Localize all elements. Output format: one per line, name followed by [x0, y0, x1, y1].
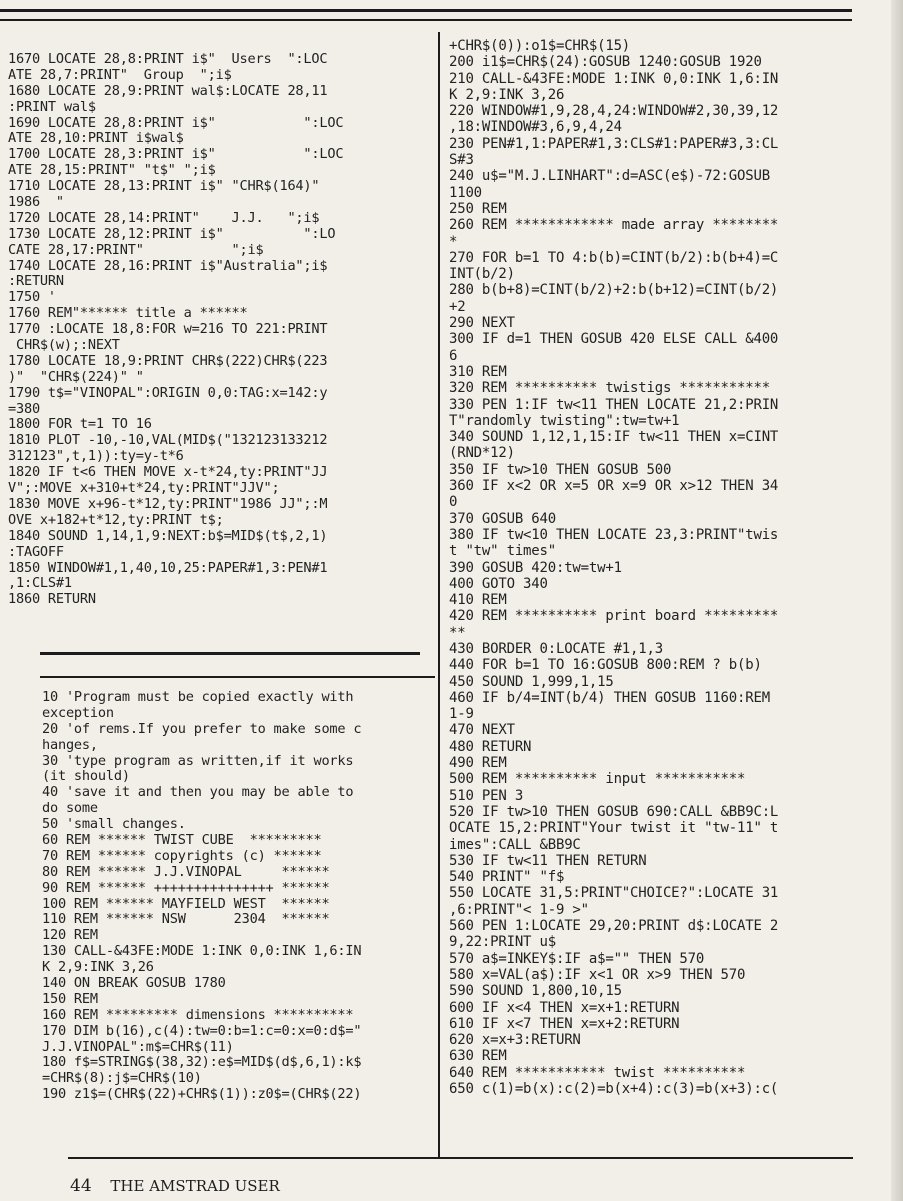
page-edge-shadow — [891, 0, 903, 1201]
column-divider — [438, 32, 440, 1157]
code-line: 500 REM ********** input *********** — [449, 771, 746, 788]
code-line: ** — [449, 624, 466, 641]
code-line: 280 b(b+8)=CINT(b/2)+2:b(b+12)=CINT(b/2) — [449, 282, 779, 299]
top-rule — [0, 9, 852, 12]
code-line: S#3 — [449, 152, 474, 169]
code-line: 290 NEXT — [449, 315, 515, 332]
code-line: 490 REM — [449, 755, 507, 772]
code-line: 350 IF tw>10 THEN GOSUB 500 — [449, 461, 672, 478]
code-line: 1800 FOR t=1 TO 16 — [8, 416, 152, 433]
code-line: 410 REM — [449, 592, 507, 609]
code-line: 590 SOUND 1,800,10,15 — [449, 983, 622, 1000]
code-line: 400 GOTO 340 — [449, 575, 548, 592]
code-line: t "tw" times" — [449, 543, 556, 560]
code-line: ,1:CLS#1 — [8, 575, 72, 592]
code-line: imes":CALL &BB9C — [449, 836, 581, 853]
code-line: 1810 PLOT -10,-10,VAL(MID$("132123133212 — [8, 432, 328, 449]
code-line: 530 IF tw<11 THEN RETURN — [449, 852, 647, 869]
left-section-rule-thin — [40, 676, 435, 678]
code-line: 312123",t,1)):ty=y-t*6 — [8, 448, 184, 465]
code-line: 650 c(1)=b(x):c(2)=b(x+4):c(3)=b(x+3):c( — [449, 1081, 779, 1097]
code-line: ,18:WINDOW#3,6,9,4,24 — [449, 119, 622, 136]
code-line: ATE 28,15:PRINT" "t$" ";i$ — [8, 162, 216, 179]
code-line: 620 x=x+3:RETURN — [449, 1032, 581, 1049]
code-line: 220 WINDOW#1,9,28,4,24:WINDOW#2,30,39,12 — [449, 103, 779, 120]
code-line: K 2,9:INK 3,26 — [449, 86, 565, 103]
code-line: 1830 MOVE x+96-t*12,ty:PRINT"1986 JJ";:M — [8, 495, 328, 512]
code-line: 360 IF x<2 OR x=5 OR x=9 OR x>12 THEN 34 — [449, 478, 779, 495]
top-rule-thin — [0, 19, 852, 21]
code-line: K 2,9:INK 3,26 — [42, 959, 154, 976]
code-line: 550 LOCATE 31,5:PRINT"CHOICE?":LOCATE 31 — [449, 885, 779, 902]
code-line: 1690 LOCATE 28,8:PRINT i$" ":LOC — [8, 114, 344, 131]
code-line: 80 REM ****** J.J.VINOPAL ****** — [42, 863, 330, 880]
code-line: 630 REM — [449, 1048, 507, 1065]
code-line: T"randomly twisting":tw=tw+1 — [449, 412, 680, 429]
code-line: )" "CHR$(224)" " — [8, 368, 144, 385]
code-line: 1860 RETURN — [8, 591, 96, 608]
code-line: 90 REM ****** +++++++++++++++ ****** — [42, 879, 330, 896]
code-line: 1770 :LOCATE 18,8:FOR w=216 TO 221:PRINT — [8, 321, 328, 338]
code-line: 70 REM ****** copyrights (c) ****** — [42, 847, 322, 864]
code-line: 1700 LOCATE 28,3:PRINT i$" ":LOC — [8, 146, 344, 163]
page-number: 44 — [70, 1176, 92, 1196]
code-line: 30 'type program as written,if it works — [42, 752, 354, 769]
code-line: 570 a$=INKEY$:IF a$="" THEN 570 — [449, 950, 705, 967]
code-line: +CHR$(0)):o1$=CHR$(15) — [449, 38, 631, 54]
code-line: 190 z1$=(CHR$(22)+CHR$(1)):z0$=(CHR$(22) — [42, 1086, 362, 1103]
code-line: 50 'small changes. — [42, 816, 186, 833]
code-line: 6 — [449, 347, 458, 364]
code-line: 440 FOR b=1 TO 16:GOSUB 800:REM ? b(b) — [449, 657, 762, 674]
code-line: 1790 t$="VINOPAL":ORIGIN 0,0:TAG:x=142:y — [8, 384, 328, 401]
code-line: 510 PEN 3 — [449, 787, 524, 804]
code-line: 580 x=VAL(a$):IF x<1 OR x>9 THEN 570 — [449, 966, 746, 983]
code-line: 150 REM — [42, 990, 98, 1007]
code-line: 140 ON BREAK GOSUB 1780 — [42, 975, 226, 992]
code-line: 470 NEXT — [449, 722, 515, 739]
code-line: 320 REM ********** twistigs *********** — [449, 380, 770, 397]
bottom-rule — [68, 1157, 853, 1159]
code-line: * — [449, 233, 458, 250]
code-line: 20 'of rems.If you prefer to make some c — [42, 720, 362, 737]
listing-left-bottom — [42, 690, 361, 1103]
code-line: 380 IF tw<10 THEN LOCATE 23,3:PRINT"twis — [449, 526, 779, 543]
code-line: (RND*12) — [449, 445, 515, 462]
code-line: 520 IF tw>10 THEN GOSUB 690:CALL &BB9C:L — [449, 803, 779, 820]
code-line: 640 REM *********** twist ********** — [449, 1064, 746, 1081]
code-line: (it should) — [42, 768, 130, 785]
code-line: 300 IF d=1 THEN GOSUB 420 ELSE CALL &400 — [449, 331, 779, 348]
code-line: 610 IF x<7 THEN x=x+2:RETURN — [449, 1015, 680, 1032]
code-line: 1710 LOCATE 28,13:PRINT i$" "CHR$(164)" — [8, 178, 320, 195]
code-line: 1670 LOCATE 28,8:PRINT i$" Users ":LOC — [8, 51, 328, 67]
code-line: 450 SOUND 1,999,1,15 — [449, 673, 614, 690]
code-line: 1820 IF t<6 THEN MOVE x-t*24,ty:PRINT"JJ — [8, 464, 328, 481]
code-line: 390 GOSUB 420:tw=tw+1 — [449, 559, 622, 576]
code-line: 1100 — [449, 184, 482, 201]
listing-left-top — [8, 52, 343, 608]
code-line: 100 REM ****** MAYFIELD WEST ****** — [42, 895, 330, 912]
code-line: =380 — [8, 400, 40, 417]
code-line: hanges, — [42, 736, 98, 753]
code-line: :TAGOFF — [8, 543, 64, 560]
code-line: 1850 WINDOW#1,1,40,10,25:PAPER#1,3:PEN#1 — [8, 559, 328, 576]
listing-right — [449, 38, 778, 1097]
code-line: V";:MOVE x+310+t*24,ty:PRINT"JJV"; — [8, 480, 280, 497]
code-line: ATE 28,7:PRINT" Group ";i$ — [8, 66, 232, 83]
code-line: CHR$(w);:NEXT — [8, 337, 120, 354]
code-line: 260 REM ************ made array ******** — [449, 217, 779, 234]
code-line: =CHR$(8):j$=CHR$(10) — [42, 1070, 202, 1087]
code-line: 1730 LOCATE 28,12:PRINT i$" ":LO — [8, 225, 336, 242]
page-footer — [70, 1176, 280, 1196]
code-line: 420 REM ********** print board ********* — [449, 608, 779, 625]
code-line: 480 RETURN — [449, 738, 532, 755]
code-line: 1750 ' — [8, 289, 56, 306]
code-line: +2 — [449, 298, 466, 315]
code-line: 560 PEN 1:LOCATE 29,20:PRINT d$:LOCATE 2 — [449, 918, 779, 935]
code-line: INT(b/2) — [449, 266, 515, 283]
code-line: 1780 LOCATE 18,9:PRINT CHR$(222)CHR$(223 — [8, 352, 328, 369]
code-line: :PRINT wal$ — [8, 98, 96, 115]
code-line: 540 PRINT" "f$ — [449, 869, 565, 886]
code-line: J.J.VINOPAL":m$=CHR$(11) — [42, 1038, 234, 1055]
code-line: 250 REM — [449, 200, 507, 217]
code-line: 10 'Program must be copied exactly with — [42, 689, 354, 705]
code-line: 1986 " — [8, 194, 64, 211]
code-line: 200 i1$=CHR$(24):GOSUB 1240:GOSUB 1920 — [449, 54, 762, 71]
code-line: 40 'save it and then you may be able to — [42, 784, 354, 801]
code-line: 110 REM ****** NSW 2304 ****** — [42, 911, 330, 928]
code-line: 60 REM ****** TWIST CUBE ********* — [42, 832, 322, 849]
left-section-rule — [40, 652, 420, 655]
code-line: 430 BORDER 0:LOCATE #1,1,3 — [449, 640, 663, 657]
code-line: :RETURN — [8, 273, 64, 290]
code-line: 1680 LOCATE 28,9:PRINT wal$:LOCATE 28,11 — [8, 82, 328, 99]
code-line: 1-9 — [449, 706, 474, 723]
code-line: 210 CALL-&43FE:MODE 1:INK 0,0:INK 1,6:IN — [449, 70, 779, 87]
code-line: 1840 SOUND 1,14,1,9:NEXT:b$=MID$(t$,2,1) — [8, 527, 328, 544]
code-line: ,6:PRINT"< 1-9 >" — [449, 901, 589, 918]
code-line: 310 REM — [449, 363, 507, 380]
code-line: 600 IF x<4 THEN x=x+1:RETURN — [449, 999, 680, 1016]
code-line: 9,22:PRINT u$ — [449, 934, 556, 951]
code-line: 120 REM — [42, 927, 98, 944]
code-line: 330 PEN 1:IF tw<11 THEN LOCATE 21,2:PRIN — [449, 396, 779, 413]
code-line: 370 GOSUB 640 — [449, 510, 556, 527]
code-line: 230 PEN#1,1:PAPER#1,3:CLS#1:PAPER#3,3:CL — [449, 135, 779, 152]
code-line: OCATE 15,2:PRINT"Your twist it "tw-11" t — [449, 820, 779, 837]
code-line: 1740 LOCATE 28,16:PRINT i$"Australia";i$ — [8, 257, 328, 274]
code-line: 270 FOR b=1 TO 4:b(b)=CINT(b/2):b(b+4)=C — [449, 249, 779, 266]
code-line: 160 REM ********* dimensions ********** — [42, 1006, 354, 1023]
code-line: 1720 LOCATE 28,14:PRINT" J.J. ";i$ — [8, 209, 320, 226]
code-line: 340 SOUND 1,12,1,15:IF tw<11 THEN x=CINT — [449, 429, 779, 446]
code-line: CATE 28,17:PRINT" ";i$ — [8, 241, 264, 258]
magazine-title: THE AMSTRAD USER — [110, 1177, 280, 1195]
code-line: 0 — [449, 494, 458, 511]
code-line: 460 IF b/4=INT(b/4) THEN GOSUB 1160:REM — [449, 689, 770, 706]
code-line: 1760 REM"****** title a ****** — [8, 305, 248, 322]
code-line: 130 CALL-&43FE:MODE 1:INK 0,0:INK 1,6:IN — [42, 943, 362, 960]
code-line: 240 u$="M.J.LINHART":d=ASC(e$)-72:GOSUB — [449, 168, 770, 185]
code-line: 180 f$=STRING$(38,32):e$=MID$(d$,6,1):k$ — [42, 1054, 362, 1071]
code-line: do some — [42, 800, 98, 817]
code-line: 170 DIM b(16),c(4):tw=0:b=1:c=0:x=0:d$=" — [42, 1022, 362, 1039]
code-line: exception — [42, 704, 114, 721]
code-line: ATE 28,10:PRINT i$wal$ — [8, 130, 184, 147]
code-line: OVE x+182+t*12,ty:PRINT t$; — [8, 511, 224, 528]
